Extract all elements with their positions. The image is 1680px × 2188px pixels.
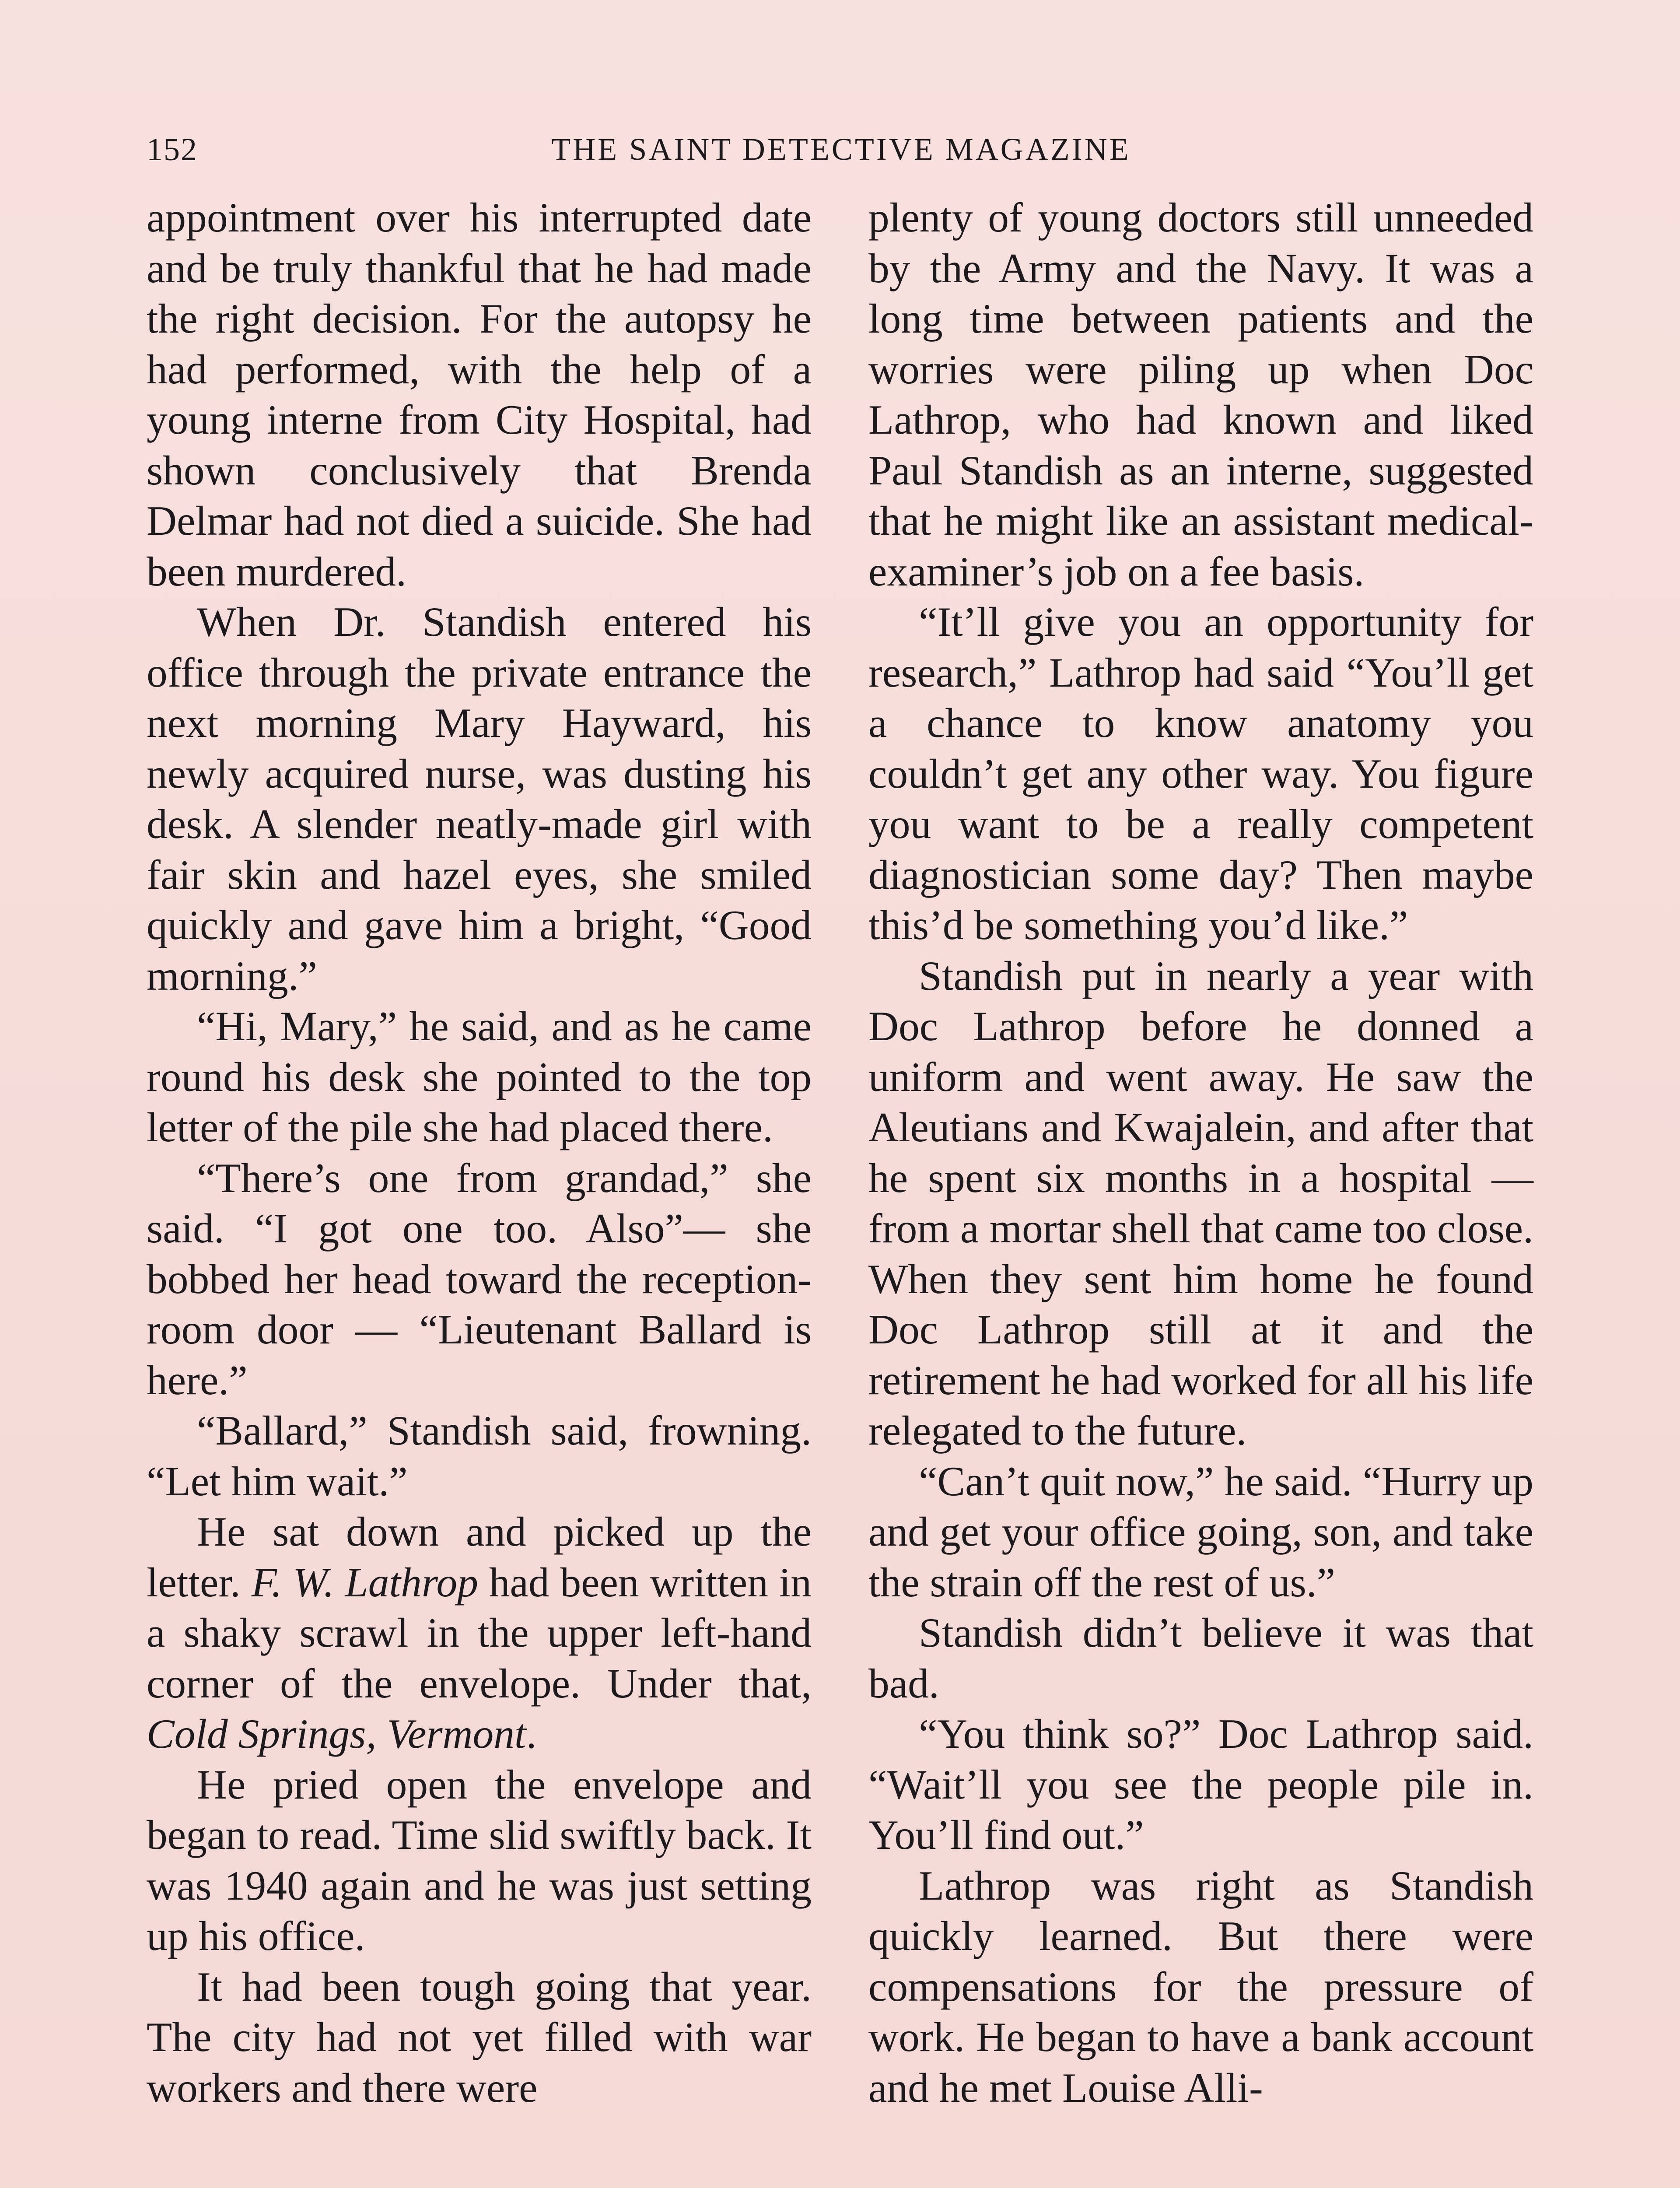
paragraph: “It’ll give you an opportunity for research,” Lathrop had said “You’ll get a chance to know anatomy you couldn’t get any other way. You figure you want to be a really competent diagnostician some day? Then maybe this’d be something you’d like.” (868, 599, 1533, 948)
magazine-title: THE SAINT DETECTIVE MAGAZINE (551, 132, 1131, 167)
paragraph: appointment over his interrupted date and be truly thankful that he had made the right decision. For the autopsy he had performed, with the help of a young interne from City Hospital, had shown conclusively that Brenda Delmar had not died a suicide. She had been murdered. (147, 194, 812, 595)
page-number: 152 (147, 132, 198, 168)
paragraph: “Hi, Mary,” he said, and as he came round his desk she pointed to the top letter of the pile she had placed there. (147, 1003, 812, 1150)
paragraph-text: He sat down and picked up the letter. (147, 1508, 812, 1606)
paragraph: “Can’t quit now,” he said. “Hurry up and get your office going, son, and take the strain off the rest of us.” (868, 1458, 1533, 1606)
paragraph: It had been tough going that year. The city had not yet filled with war workers and there were (147, 1963, 812, 2111)
italic-text: F. W. Lathrop (251, 1559, 478, 1606)
paragraph: “There’s one from grandad,” she said. “I got one too. Also”— she bobbed her head toward the reception-room door — “Lieutenant Ballard is here.” (147, 1154, 812, 1403)
paragraph: He pried open the envelope and began to read. Time slid swiftly back. It was 1940 again and he was just setting up his office. (147, 1761, 812, 1959)
paragraph-text: . (526, 1711, 537, 1757)
paragraph (147, 1507, 812, 1760)
page-header (147, 131, 1536, 179)
paragraph: Standish put in nearly a year with Doc Lathrop before he donned a uniform and went away. He saw the Aleutians and Kwajalein, and after that he spent six months in a hospital — from a mortar shell that came too close. When they sent him home he found Doc Lathrop still at it and the retirement he had worked for all his life relegated to the future. (868, 952, 1533, 1454)
paragraph: plenty of young doctors still unneeded by the Army and the Navy. It was a long time between patients and the worries were piling up when Doc Lathrop, who had known and liked Paul Standish as an interne, suggested that he might like an assistant medical-examiner’s job on a fee basis. (868, 194, 1533, 595)
left-column (147, 193, 812, 2113)
right-column (868, 193, 1533, 2113)
italic-text: Cold Springs, Vermont (147, 1711, 526, 1757)
paragraph: Lathrop was right as Standish quickly learned. But there were compensations for the pressure of work. He began to have a bank account and he met Louise Alli- (868, 1862, 1533, 2111)
paragraph: When Dr. Standish entered his office through the private entrance the next morning Mary Hayward, his newly acquired nurse, was dusting his desk. A slender neatly-made girl with fair skin and hazel eyes, she smiled quickly and gave him a bright, “Good morning.” (147, 599, 812, 999)
paragraph: “Ballard,” Standish said, frowning. “Let him wait.” (147, 1407, 812, 1504)
paragraph: Standish didn’t believe it was that bad. (868, 1609, 1533, 1707)
paragraph: “You think so?” Doc Lathrop said. “Wait’ll you see the people pile in. You’ll find out.” (868, 1711, 1533, 1858)
paragraph-text: had been written in a shaky scrawl in the upper left-hand corner of the envelope. Under that, (147, 1559, 812, 1707)
